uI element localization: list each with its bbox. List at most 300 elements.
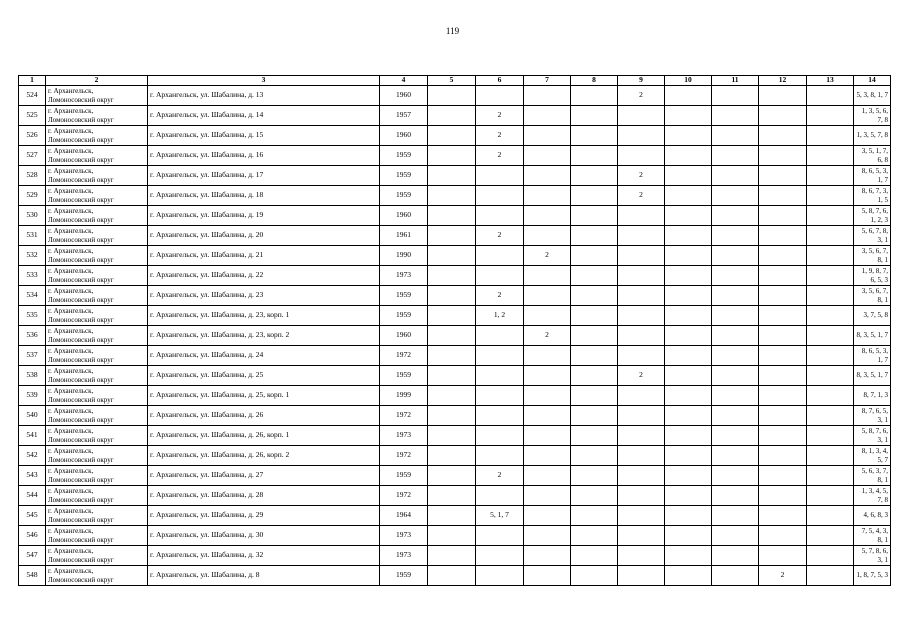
col-7-cell (524, 526, 571, 546)
year-built-cell: 1959 (380, 306, 428, 326)
year-built-cell: 1959 (380, 186, 428, 206)
col-11-cell (712, 286, 759, 306)
col-8-cell (571, 286, 618, 306)
col-8-cell (571, 386, 618, 406)
col-8-cell (571, 86, 618, 106)
col-9-cell (618, 146, 665, 166)
table-row (19, 426, 891, 446)
col-5-cell (428, 226, 476, 246)
col-14-cell: 8, 6, 5, 3, 1, 7 (854, 166, 891, 186)
address-cell: г. Архангельск, ул. Шабалина, д. 26, корп. 2 (148, 446, 380, 466)
column-header-1: 1 (19, 76, 46, 86)
address-cell: г. Архангельск, ул. Шабалина, д. 17 (148, 166, 380, 186)
col-10-cell (665, 386, 712, 406)
col-5-cell (428, 286, 476, 306)
col-11-cell (712, 386, 759, 406)
col-8-cell (571, 526, 618, 546)
col-7-cell (524, 306, 571, 326)
col-10-cell (665, 226, 712, 246)
col-13-cell (807, 466, 854, 486)
col-6-cell (476, 566, 524, 586)
column-header-5: 5 (428, 76, 476, 86)
col-10-cell (665, 246, 712, 266)
district-cell: г. Архангельск, Ломоносовский округ (46, 266, 148, 286)
col-12-cell (759, 186, 807, 206)
col-8-cell (571, 126, 618, 146)
row-number-cell: 529 (19, 186, 46, 206)
col-6-cell: 2 (476, 106, 524, 126)
col-8-cell (571, 186, 618, 206)
row-number-cell: 535 (19, 306, 46, 326)
col-11-cell (712, 506, 759, 526)
col-14-cell: 7, 5, 4, 3, 8, 1 (854, 526, 891, 546)
col-11-cell (712, 306, 759, 326)
district-cell: г. Архангельск, Ломоносовский округ (46, 426, 148, 446)
col-12-cell (759, 506, 807, 526)
address-cell: г. Архангельск, ул. Шабалина, д. 23, корп. 1 (148, 306, 380, 326)
col-13-cell (807, 286, 854, 306)
col-8-cell (571, 466, 618, 486)
table-row (19, 326, 891, 346)
col-10-cell (665, 306, 712, 326)
col-11-cell (712, 326, 759, 346)
district-cell: г. Архангельск, Ломоносовский округ (46, 406, 148, 426)
col-8-cell (571, 226, 618, 246)
col-6-cell (476, 386, 524, 406)
table-row (19, 306, 891, 326)
row-number-cell: 528 (19, 166, 46, 186)
col-5-cell (428, 566, 476, 586)
col-9-cell (618, 486, 665, 506)
col-9-cell (618, 506, 665, 526)
col-7-cell (524, 206, 571, 226)
col-11-cell (712, 486, 759, 506)
col-12-cell (759, 406, 807, 426)
col-7-cell (524, 346, 571, 366)
col-6-cell: 2 (476, 286, 524, 306)
address-cell: г. Архангельск, ул. Шабалина, д. 29 (148, 506, 380, 526)
table-row (19, 546, 891, 566)
col-13-cell (807, 486, 854, 506)
col-14-cell: 3, 7, 5, 8 (854, 306, 891, 326)
col-13-cell (807, 526, 854, 546)
col-5-cell (428, 166, 476, 186)
col-7-cell (524, 566, 571, 586)
col-12-cell (759, 86, 807, 106)
col-13-cell (807, 226, 854, 246)
col-8-cell (571, 486, 618, 506)
district-cell: г. Архангельск, Ломоносовский округ (46, 386, 148, 406)
col-13-cell (807, 326, 854, 346)
col-14-cell: 5, 7, 8, 6, 3, 1 (854, 546, 891, 566)
col-7-cell (524, 386, 571, 406)
col-5-cell (428, 426, 476, 446)
col-5-cell (428, 146, 476, 166)
col-13-cell (807, 406, 854, 426)
row-number-cell: 534 (19, 286, 46, 306)
address-cell: г. Архангельск, ул. Шабалина, д. 8 (148, 566, 380, 586)
col-14-cell: 8, 1, 3, 4, 5, 7 (854, 446, 891, 466)
year-built-cell: 1959 (380, 566, 428, 586)
row-number-cell: 536 (19, 326, 46, 346)
year-built-cell: 1960 (380, 126, 428, 146)
col-9-cell: 2 (618, 86, 665, 106)
col-12-cell (759, 126, 807, 146)
col-13-cell (807, 126, 854, 146)
address-cell: г. Архангельск, ул. Шабалина, д. 20 (148, 226, 380, 246)
year-built-cell: 1972 (380, 346, 428, 366)
col-10-cell (665, 466, 712, 486)
table-row (19, 86, 891, 106)
col-14-cell: 8, 7, 6, 5, 3, 1 (854, 406, 891, 426)
col-10-cell (665, 166, 712, 186)
col-7-cell (524, 366, 571, 386)
col-6-cell: 1, 2 (476, 306, 524, 326)
col-12-cell (759, 366, 807, 386)
col-12-cell (759, 486, 807, 506)
table-row (19, 566, 891, 586)
col-7-cell (524, 286, 571, 306)
col-14-cell: 8, 3, 5, 1, 7 (854, 326, 891, 346)
col-5-cell (428, 386, 476, 406)
col-9-cell: 2 (618, 186, 665, 206)
col-13-cell (807, 86, 854, 106)
row-number-cell: 525 (19, 106, 46, 126)
row-number-cell: 543 (19, 466, 46, 486)
col-12-cell (759, 326, 807, 346)
col-6-cell (476, 426, 524, 446)
col-14-cell: 1, 3, 5, 7, 8 (854, 126, 891, 146)
column-header-9: 9 (618, 76, 665, 86)
col-7-cell (524, 166, 571, 186)
table-row (19, 286, 891, 306)
col-9-cell (618, 426, 665, 446)
district-cell: г. Архангельск, Ломоносовский округ (46, 106, 148, 126)
col-5-cell (428, 366, 476, 386)
row-number-cell: 537 (19, 346, 46, 366)
col-10-cell (665, 326, 712, 346)
col-14-cell: 5, 3, 8, 1, 7 (854, 86, 891, 106)
col-13-cell (807, 426, 854, 446)
col-10-cell (665, 186, 712, 206)
col-11-cell (712, 166, 759, 186)
col-13-cell (807, 546, 854, 566)
year-built-cell: 1960 (380, 326, 428, 346)
col-13-cell (807, 166, 854, 186)
col-9-cell (618, 326, 665, 346)
year-built-cell: 1972 (380, 406, 428, 426)
col-9-cell (618, 526, 665, 546)
col-11-cell (712, 566, 759, 586)
col-13-cell (807, 106, 854, 126)
col-13-cell (807, 506, 854, 526)
table-body (19, 86, 891, 586)
col-9-cell (618, 466, 665, 486)
col-7-cell (524, 266, 571, 286)
col-13-cell (807, 146, 854, 166)
district-cell: г. Архангельск, Ломоносовский округ (46, 486, 148, 506)
row-number-cell: 547 (19, 546, 46, 566)
table-row (19, 166, 891, 186)
col-9-cell: 2 (618, 166, 665, 186)
col-12-cell (759, 306, 807, 326)
col-5-cell (428, 186, 476, 206)
col-6-cell (476, 166, 524, 186)
page-number: 119 (445, 26, 460, 36)
col-12-cell (759, 466, 807, 486)
year-built-cell: 1964 (380, 506, 428, 526)
col-5-cell (428, 86, 476, 106)
col-5-cell (428, 126, 476, 146)
col-8-cell (571, 146, 618, 166)
col-10-cell (665, 366, 712, 386)
col-7-cell: 2 (524, 326, 571, 346)
col-9-cell (618, 126, 665, 146)
address-cell: г. Архангельск, ул. Шабалина, д. 23, корп. 2 (148, 326, 380, 346)
address-cell: г. Архангельск, ул. Шабалина, д. 28 (148, 486, 380, 506)
district-cell: г. Архангельск, Ломоносовский округ (46, 566, 148, 586)
col-8-cell (571, 506, 618, 526)
col-13-cell (807, 366, 854, 386)
col-10-cell (665, 146, 712, 166)
col-10-cell (665, 526, 712, 546)
year-built-cell: 1999 (380, 386, 428, 406)
col-13-cell (807, 446, 854, 466)
col-8-cell (571, 566, 618, 586)
year-built-cell: 1959 (380, 466, 428, 486)
year-built-cell: 1973 (380, 546, 428, 566)
col-8-cell (571, 306, 618, 326)
col-10-cell (665, 406, 712, 426)
col-7-cell (524, 466, 571, 486)
col-6-cell (476, 266, 524, 286)
address-cell: г. Архангельск, ул. Шабалина, д. 25, корп. 1 (148, 386, 380, 406)
col-14-cell: 1, 9, 8, 7, 6, 5, 3 (854, 266, 891, 286)
col-8-cell (571, 406, 618, 426)
district-cell: г. Архангельск, Ломоносовский округ (46, 346, 148, 366)
col-7-cell (524, 546, 571, 566)
col-9-cell: 2 (618, 366, 665, 386)
year-built-cell: 1957 (380, 106, 428, 126)
table-row (19, 366, 891, 386)
col-5-cell (428, 346, 476, 366)
col-11-cell (712, 406, 759, 426)
table-row (19, 466, 891, 486)
row-number-cell: 546 (19, 526, 46, 546)
col-10-cell (665, 106, 712, 126)
district-cell: г. Архангельск, Ломоносовский округ (46, 546, 148, 566)
col-14-cell: 1, 3, 5, 6, 7, 8 (854, 106, 891, 126)
col-9-cell (618, 206, 665, 226)
col-11-cell (712, 266, 759, 286)
col-10-cell (665, 286, 712, 306)
row-number-cell: 542 (19, 446, 46, 466)
col-6-cell (476, 206, 524, 226)
table-row (19, 526, 891, 546)
column-header-7: 7 (524, 76, 571, 86)
year-built-cell: 1961 (380, 226, 428, 246)
table-row (19, 246, 891, 266)
col-7-cell: 2 (524, 246, 571, 266)
col-11-cell (712, 366, 759, 386)
col-12-cell (759, 446, 807, 466)
address-cell: г. Архангельск, ул. Шабалина, д. 30 (148, 526, 380, 546)
col-13-cell (807, 386, 854, 406)
table-row (19, 226, 891, 246)
col-12-cell (759, 226, 807, 246)
year-built-cell: 1959 (380, 146, 428, 166)
table-row (19, 346, 891, 366)
col-6-cell (476, 366, 524, 386)
col-12-cell (759, 526, 807, 546)
row-number-cell: 541 (19, 426, 46, 446)
col-8-cell (571, 106, 618, 126)
col-9-cell (618, 446, 665, 466)
col-11-cell (712, 466, 759, 486)
col-14-cell: 1, 3, 4, 5, 7, 8 (854, 486, 891, 506)
table-row (19, 106, 891, 126)
col-6-cell (476, 406, 524, 426)
table-row (19, 126, 891, 146)
col-11-cell (712, 146, 759, 166)
col-7-cell (524, 86, 571, 106)
district-cell: г. Архангельск, Ломоносовский округ (46, 166, 148, 186)
col-6-cell (476, 486, 524, 506)
col-12-cell (759, 206, 807, 226)
column-header-2: 2 (46, 76, 148, 86)
col-14-cell: 8, 6, 7, 3, 1, 5 (854, 186, 891, 206)
col-10-cell (665, 426, 712, 446)
col-10-cell (665, 346, 712, 366)
row-number-cell: 538 (19, 366, 46, 386)
column-header-3: 3 (148, 76, 380, 86)
col-8-cell (571, 366, 618, 386)
district-cell: г. Архангельск, Ломоносовский округ (46, 366, 148, 386)
col-7-cell (524, 506, 571, 526)
district-cell: г. Архангельск, Ломоносовский округ (46, 206, 148, 226)
col-12-cell (759, 166, 807, 186)
year-built-cell: 1973 (380, 266, 428, 286)
col-14-cell: 1, 8, 7, 5, 3 (854, 566, 891, 586)
row-number-cell: 545 (19, 506, 46, 526)
col-14-cell: 3, 5, 6, 7, 8, 1 (854, 286, 891, 306)
row-number-cell: 527 (19, 146, 46, 166)
col-7-cell (524, 106, 571, 126)
col-5-cell (428, 106, 476, 126)
col-9-cell (618, 106, 665, 126)
column-header-6: 6 (476, 76, 524, 86)
col-13-cell (807, 266, 854, 286)
column-header-11: 11 (712, 76, 759, 86)
col-12-cell (759, 546, 807, 566)
district-cell: г. Архангельск, Ломоносовский округ (46, 246, 148, 266)
col-12-cell (759, 246, 807, 266)
col-12-cell (759, 106, 807, 126)
address-cell: г. Архангельск, ул. Шабалина, д. 27 (148, 466, 380, 486)
col-6-cell (476, 546, 524, 566)
col-9-cell (618, 386, 665, 406)
row-number-cell: 544 (19, 486, 46, 506)
col-12-cell (759, 146, 807, 166)
column-header-8: 8 (571, 76, 618, 86)
col-5-cell (428, 466, 476, 486)
col-14-cell: 4, 6, 8, 3 (854, 506, 891, 526)
col-11-cell (712, 186, 759, 206)
row-number-cell: 539 (19, 386, 46, 406)
col-9-cell (618, 246, 665, 266)
col-11-cell (712, 246, 759, 266)
address-cell: г. Архангельск, ул. Шабалина, д. 15 (148, 126, 380, 146)
col-14-cell: 3, 5, 1, 7, 6, 8 (854, 146, 891, 166)
col-6-cell (476, 246, 524, 266)
col-13-cell (807, 186, 854, 206)
col-11-cell (712, 426, 759, 446)
col-11-cell (712, 226, 759, 246)
district-cell: г. Архангельск, Ломоносовский округ (46, 446, 148, 466)
col-6-cell (476, 446, 524, 466)
year-built-cell: 1959 (380, 166, 428, 186)
col-6-cell (476, 526, 524, 546)
col-13-cell (807, 566, 854, 586)
col-9-cell (618, 346, 665, 366)
col-13-cell (807, 346, 854, 366)
row-number-cell: 548 (19, 566, 46, 586)
col-12-cell (759, 426, 807, 446)
col-7-cell (524, 486, 571, 506)
col-10-cell (665, 486, 712, 506)
year-built-cell: 1972 (380, 446, 428, 466)
year-built-cell: 1959 (380, 366, 428, 386)
district-cell: г. Архангельск, Ломоносовский округ (46, 226, 148, 246)
district-cell: г. Архангельск, Ломоносовский округ (46, 326, 148, 346)
col-5-cell (428, 486, 476, 506)
address-cell: г. Архангельск, ул. Шабалина, д. 22 (148, 266, 380, 286)
col-11-cell (712, 126, 759, 146)
district-cell: г. Архангельск, Ломоносовский округ (46, 286, 148, 306)
address-cell: г. Архангельск, ул. Шабалина, д. 24 (148, 346, 380, 366)
address-cell: г. Архангельск, ул. Шабалина, д. 32 (148, 546, 380, 566)
col-10-cell (665, 446, 712, 466)
col-5-cell (428, 406, 476, 426)
address-cell: г. Архангельск, ул. Шабалина, д. 13 (148, 86, 380, 106)
col-14-cell: 8, 7, 1, 3 (854, 386, 891, 406)
col-5-cell (428, 546, 476, 566)
col-6-cell: 2 (476, 126, 524, 146)
col-13-cell (807, 206, 854, 226)
address-cell: г. Архангельск, ул. Шабалина, д. 25 (148, 366, 380, 386)
col-10-cell (665, 506, 712, 526)
district-cell: г. Архангельск, Ломоносовский округ (46, 466, 148, 486)
row-number-cell: 540 (19, 406, 46, 426)
col-8-cell (571, 546, 618, 566)
col-5-cell (428, 446, 476, 466)
table-row (19, 386, 891, 406)
col-10-cell (665, 86, 712, 106)
column-header-13: 13 (807, 76, 854, 86)
col-5-cell (428, 206, 476, 226)
col-7-cell (524, 146, 571, 166)
col-11-cell (712, 86, 759, 106)
address-cell: г. Архангельск, ул. Шабалина, д. 18 (148, 186, 380, 206)
col-6-cell: 2 (476, 226, 524, 246)
col-8-cell (571, 166, 618, 186)
col-8-cell (571, 446, 618, 466)
table-row (19, 146, 891, 166)
col-6-cell: 2 (476, 146, 524, 166)
col-8-cell (571, 326, 618, 346)
district-cell: г. Архангельск, Ломоносовский округ (46, 126, 148, 146)
year-built-cell: 1960 (380, 86, 428, 106)
